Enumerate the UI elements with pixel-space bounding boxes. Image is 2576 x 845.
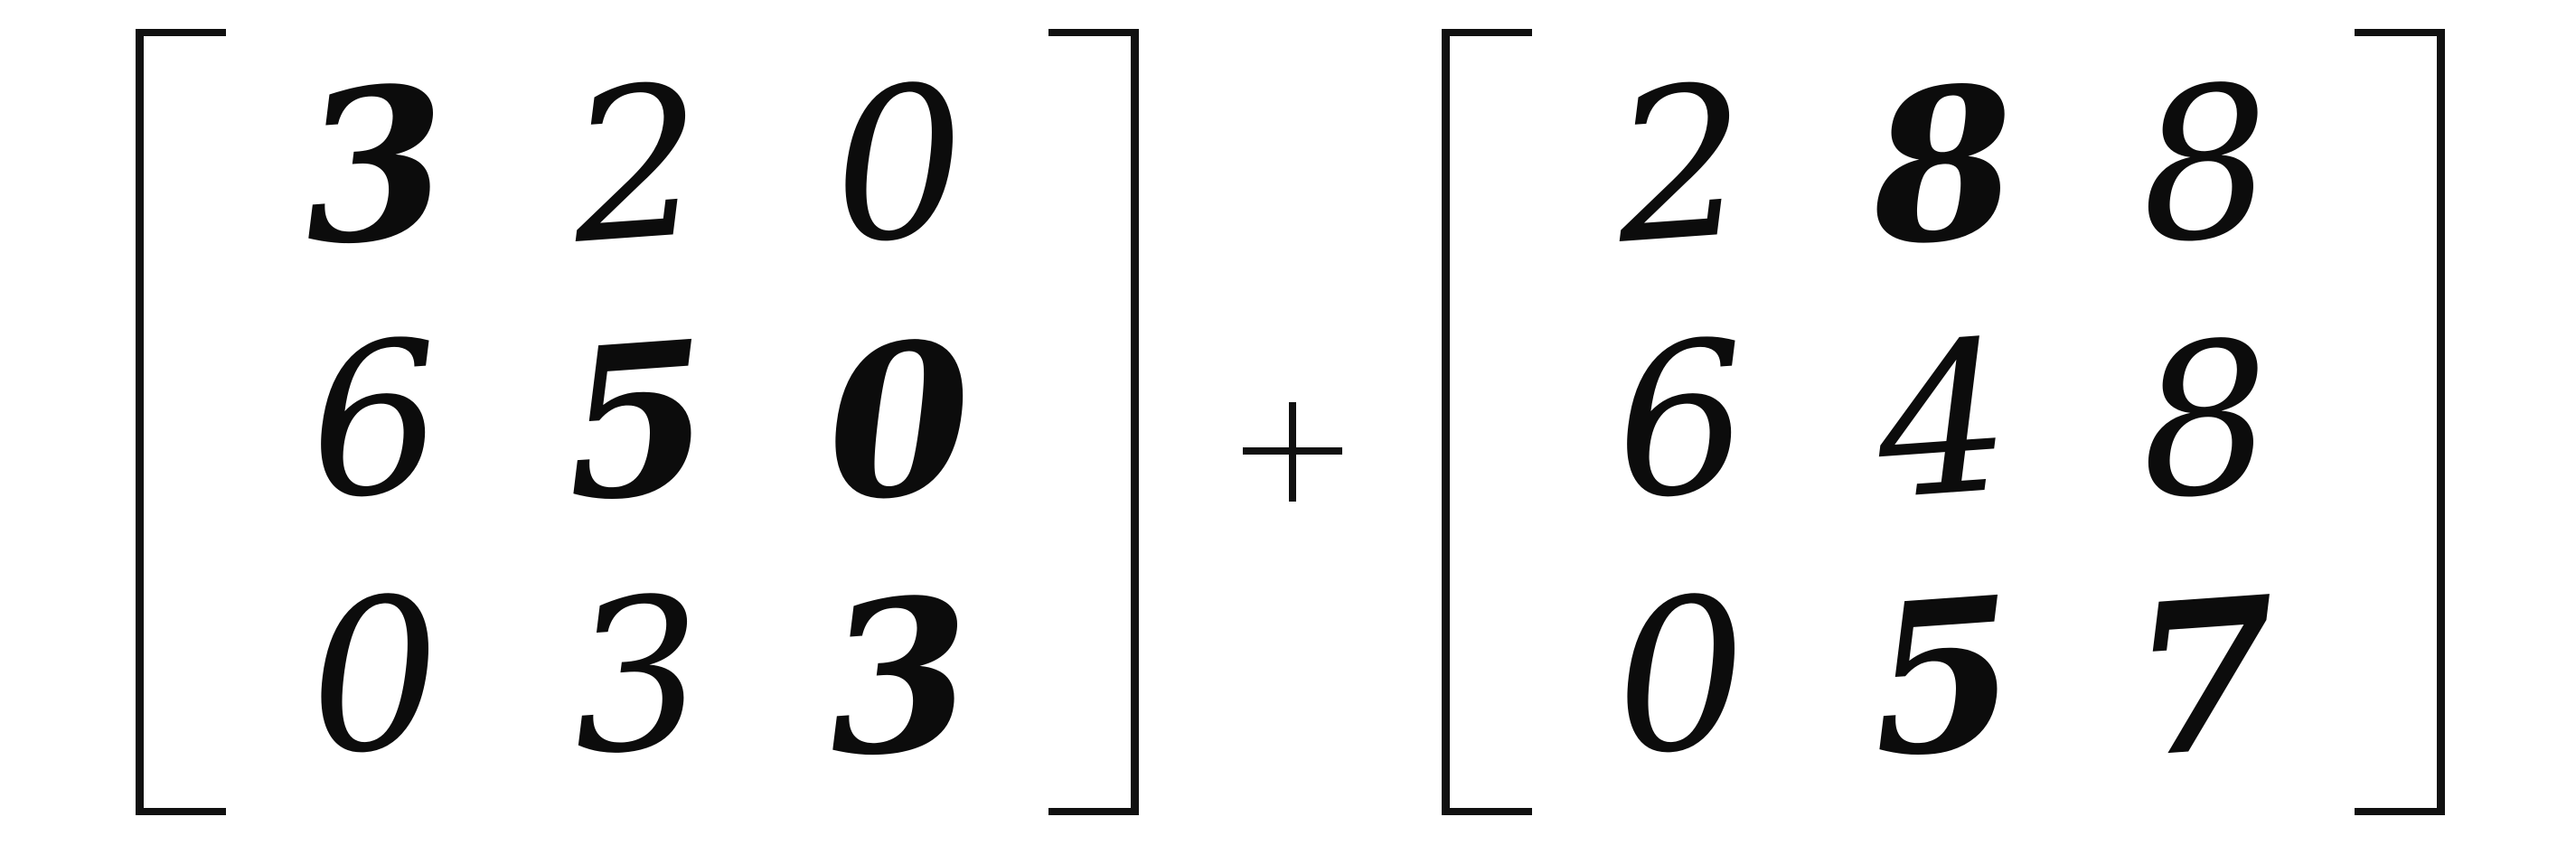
matrix-cell: 6 (300, 296, 450, 547)
right-matrix-grid (1550, 38, 2336, 806)
right-matrix-open-bracket (1442, 29, 1532, 815)
matrix-cell: 3 (562, 552, 712, 803)
matrix-cell: 0 (300, 552, 450, 803)
matrix-cell: 2 (562, 40, 712, 291)
left-matrix (136, 29, 1139, 815)
matrix-cell: 8 (2130, 296, 2280, 547)
matrix-cell: 5 (1862, 551, 2025, 805)
plus-operator (1243, 402, 1342, 502)
matrix-cell: 4 (1868, 296, 2018, 547)
matrix-cell: 8 (2130, 40, 2280, 291)
matrix-cell: 3 (818, 551, 981, 805)
matrix-cell: 5 (556, 295, 719, 549)
matrix-cell: 0 (818, 295, 981, 549)
plus-vertical-stroke (1289, 402, 1296, 502)
left-matrix-grid (244, 38, 1030, 806)
right-matrix (1442, 29, 2445, 815)
left-matrix-open-bracket (136, 29, 226, 815)
matrix-cell: 3 (294, 39, 456, 293)
matrix-cell: 0 (824, 40, 974, 291)
matrix-cell: 7 (2124, 551, 2287, 805)
right-matrix-close-bracket (2355, 29, 2445, 815)
matrix-cell: 8 (1862, 39, 2025, 293)
matrix-cell: 6 (1606, 296, 1756, 547)
left-matrix-close-bracket (1048, 29, 1139, 815)
plus-operator-text (1243, 402, 1244, 403)
matrix-cell: 0 (1606, 552, 1756, 803)
matrix-cell: 2 (1606, 40, 1756, 291)
